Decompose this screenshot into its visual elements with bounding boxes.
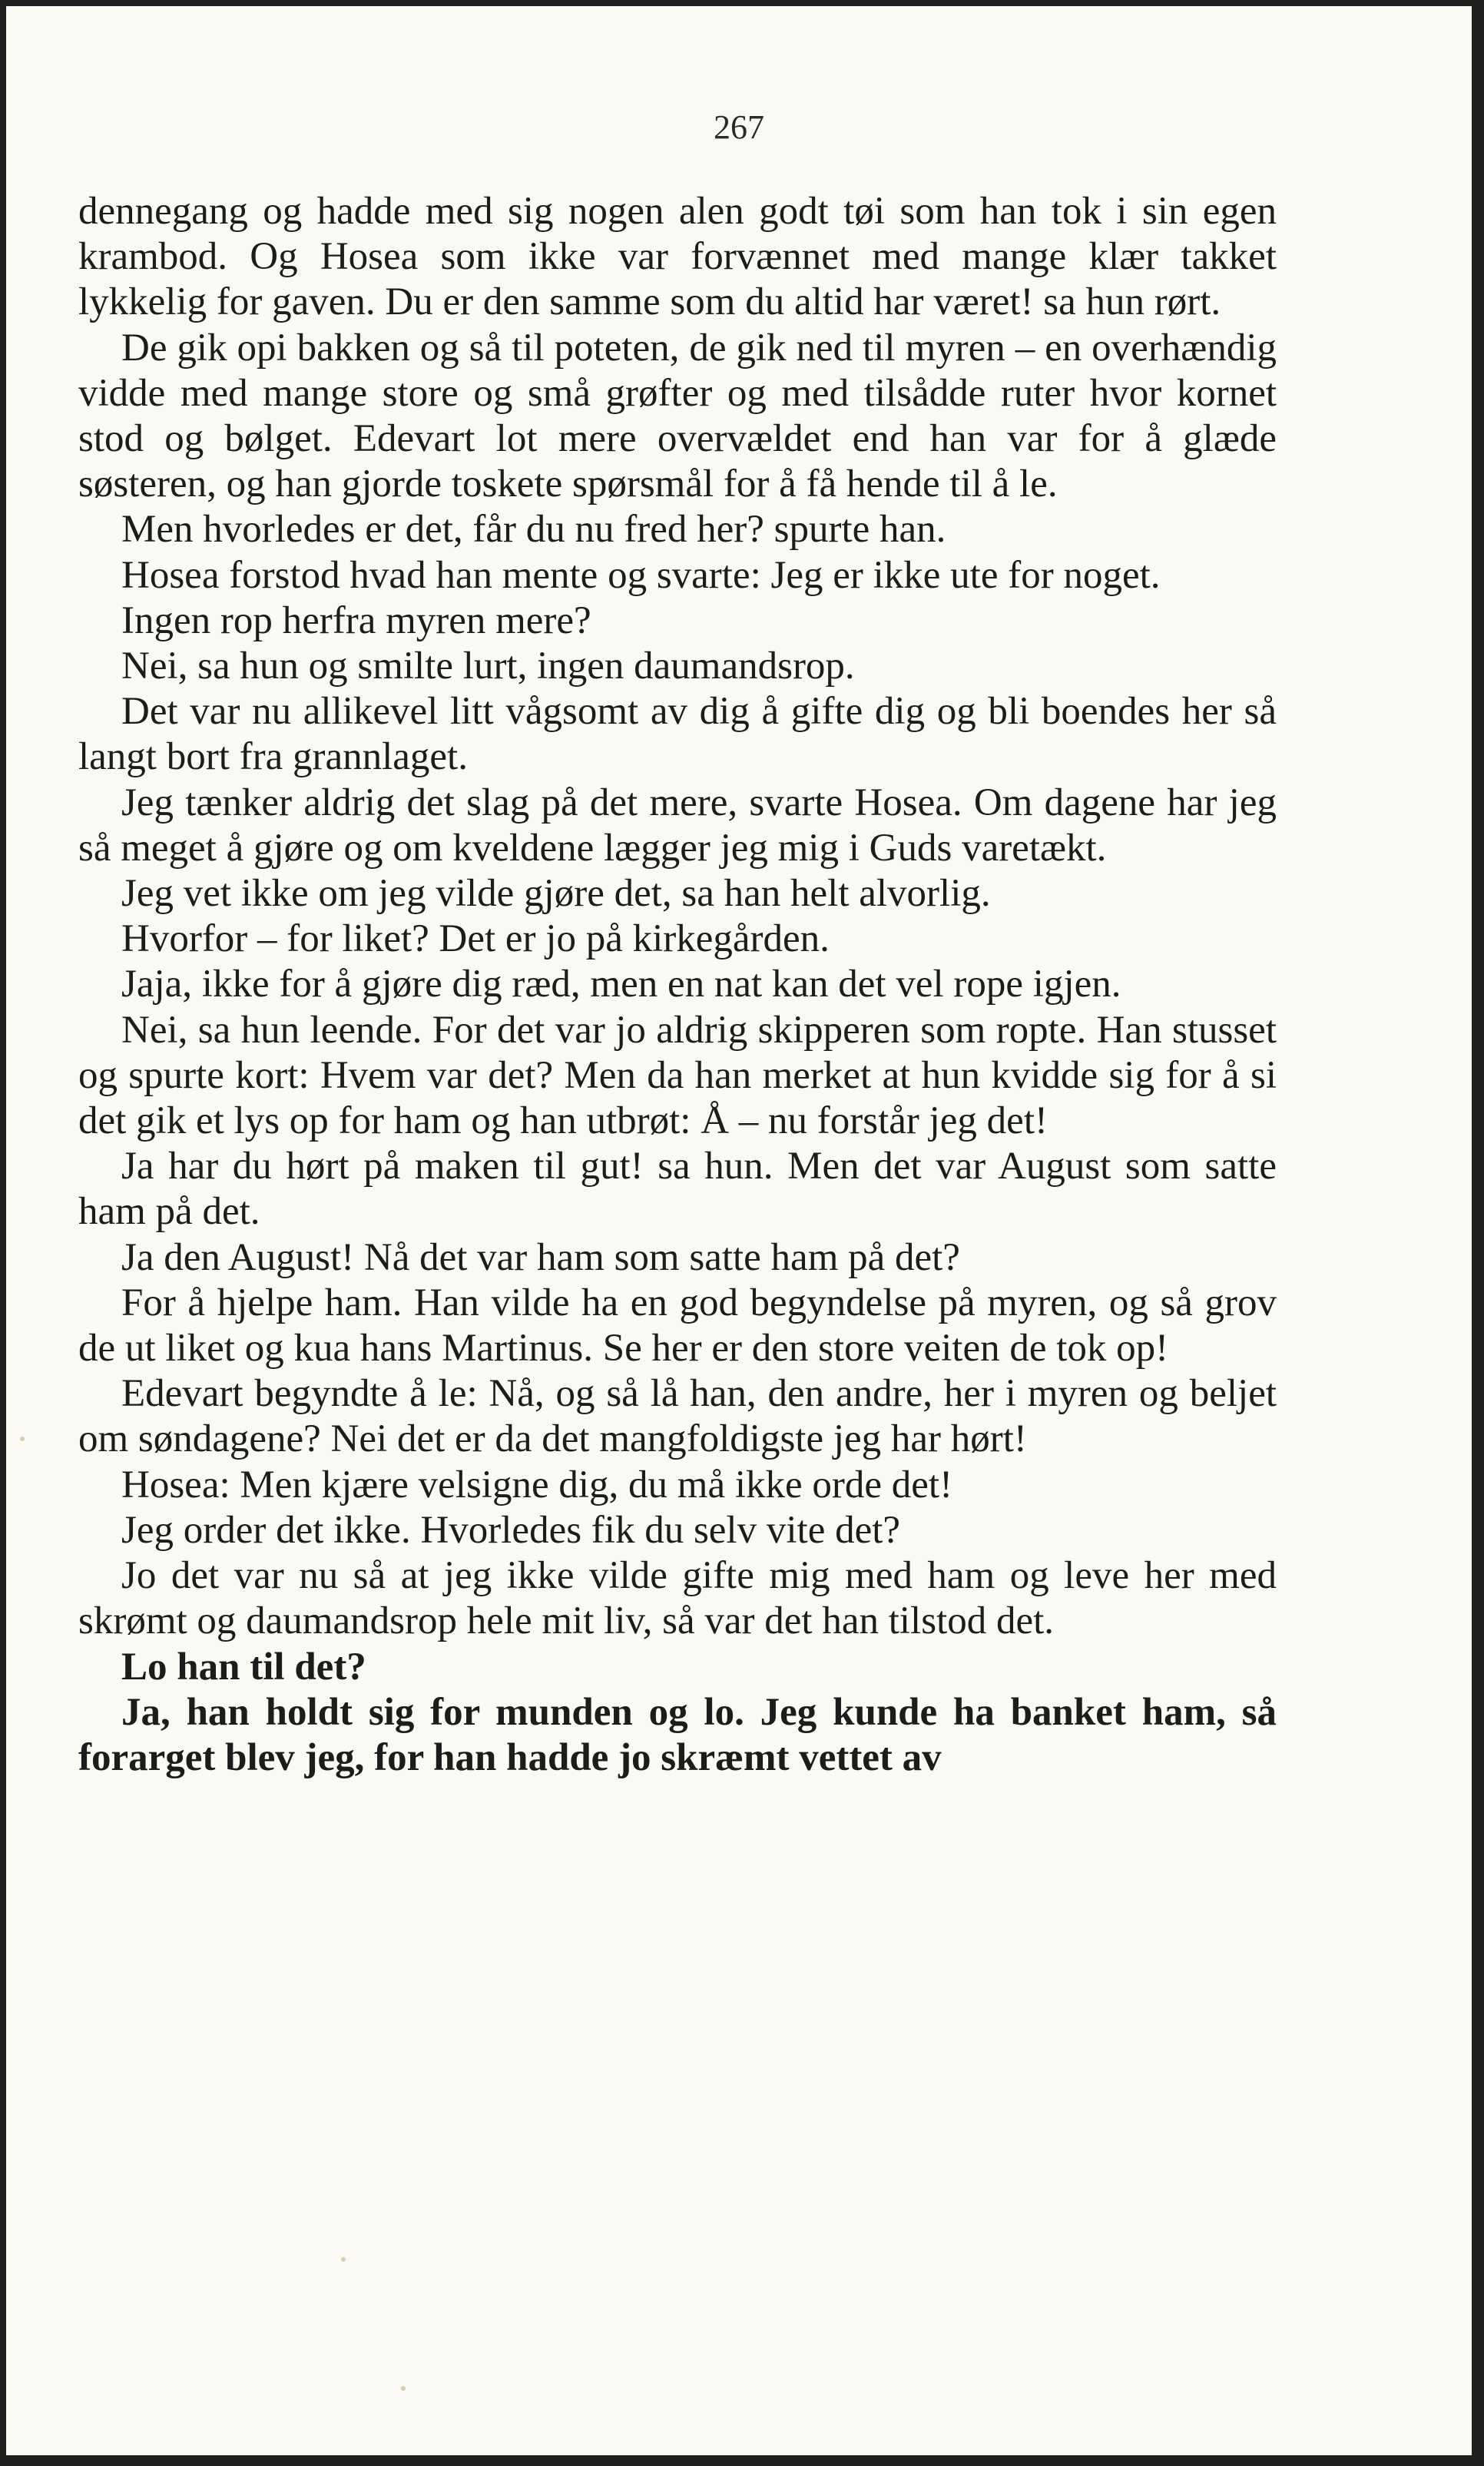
paragraph: Men hvorledes er det, får du nu fred her? spurte han. [121, 508, 946, 552]
paragraph: Hosea: Men kjære velsigne dig, du må ikke orde det! [121, 1463, 953, 1506]
paper-speck [20, 1437, 25, 1441]
paragraph: dennegang og hadde med sig nogen alen godt tøi som han tok i sin egen krambod. Og Hosea som ikke var forvænnet med mange klær takket lykkelig for gaven. Du er den samme som du altid har været! sa hun rørt. [78, 190, 1277, 324]
paper-speck [341, 2257, 346, 2262]
paragraph: Lo han til det? [121, 1645, 366, 1689]
paragraph: Hosea forstod hvad han mente og svarte: Jeg er ikke ute for noget. [121, 553, 1161, 597]
book-page [6, 6, 1472, 2455]
paragraph: Det var nu allikevel litt vågsomt av dig å gifte dig og bli boendes her så langt bort fra grannlaget. [78, 690, 1277, 779]
paragraph: Jeg tænker aldrig det slag på det mere, svarte Hosea. Om dagene har jeg så meget å gjøre og om kveldene lægger jeg mig i Guds varetækt. [78, 781, 1277, 870]
paragraph: Nei, sa hun leende. For det var jo aldrig skipperen som ropte. Han stusset og spurte kort: Hvem var det? Men da han merket at hun kvidde sig for å si det gik et lys op for ham og han utbrøt: Å – nu forstår jeg det! [78, 1008, 1277, 1143]
paragraph: Ingen rop herfra myren mere? [121, 598, 591, 642]
paragraph: Ja den August! Nå det var ham som satte ham på det? [121, 1235, 960, 1279]
paragraph: Jeg vet ikke om jeg vilde gjøre det, sa han helt alvorlig. [121, 872, 991, 916]
paragraph: Ja, han holdt sig for munden og lo. Jeg kunde ha banket ham, så forarget blev jeg, for han hadde jo skræmt vettet av [78, 1690, 1277, 1779]
paragraph: For å hjelpe ham. Han vilde ha en god begyndelse på myren, og så grov de ut liket og kua hans Martinus. Se her er den store veiten de tok op! [78, 1281, 1277, 1371]
paragraph: Edevart begyndte å le: Nå, og så lå han, den andre, her i myren og beljet om søndagene? Nei det er da det mangfoldigste jeg har hørt! [78, 1372, 1277, 1461]
paragraph: De gik opi bakken og så til poteten, de gik ned til myren – en overhændig vidde med mange store og små grøfter og med tilsådde ruter hvor kornet stod og bølget. Edevart lot mere overvældet end han var for å glæde søsteren, og han gjorde toskete spørsmål for å få hende til å le. [78, 326, 1277, 506]
body-text [78, 189, 1277, 1781]
paragraph: Jo det var nu så at jeg ikke vilde gifte mig med ham og leve her med skrømt og daumandsrop hele mit liv, så var det han tilstod det. [78, 1554, 1277, 1643]
paragraph: Jeg order det ikke. Hvorledes fik du selv vite det? [121, 1508, 901, 1552]
paragraph: Nei, sa hun og smilte lurt, ingen daumandsrop. [121, 645, 855, 688]
paper-speck [401, 2386, 406, 2391]
paragraph: Hvorfor – for liket? Det er jo på kirkegården. [121, 917, 830, 961]
paragraph: Ja har du hørt på maken til gut! sa hun. Men det var August som satte ham på det. [78, 1145, 1277, 1234]
paragraph: Jaja, ikke for å gjøre dig ræd, men en nat kan det vel rope igjen. [121, 963, 1121, 1006]
page-number: 267 [714, 108, 764, 146]
